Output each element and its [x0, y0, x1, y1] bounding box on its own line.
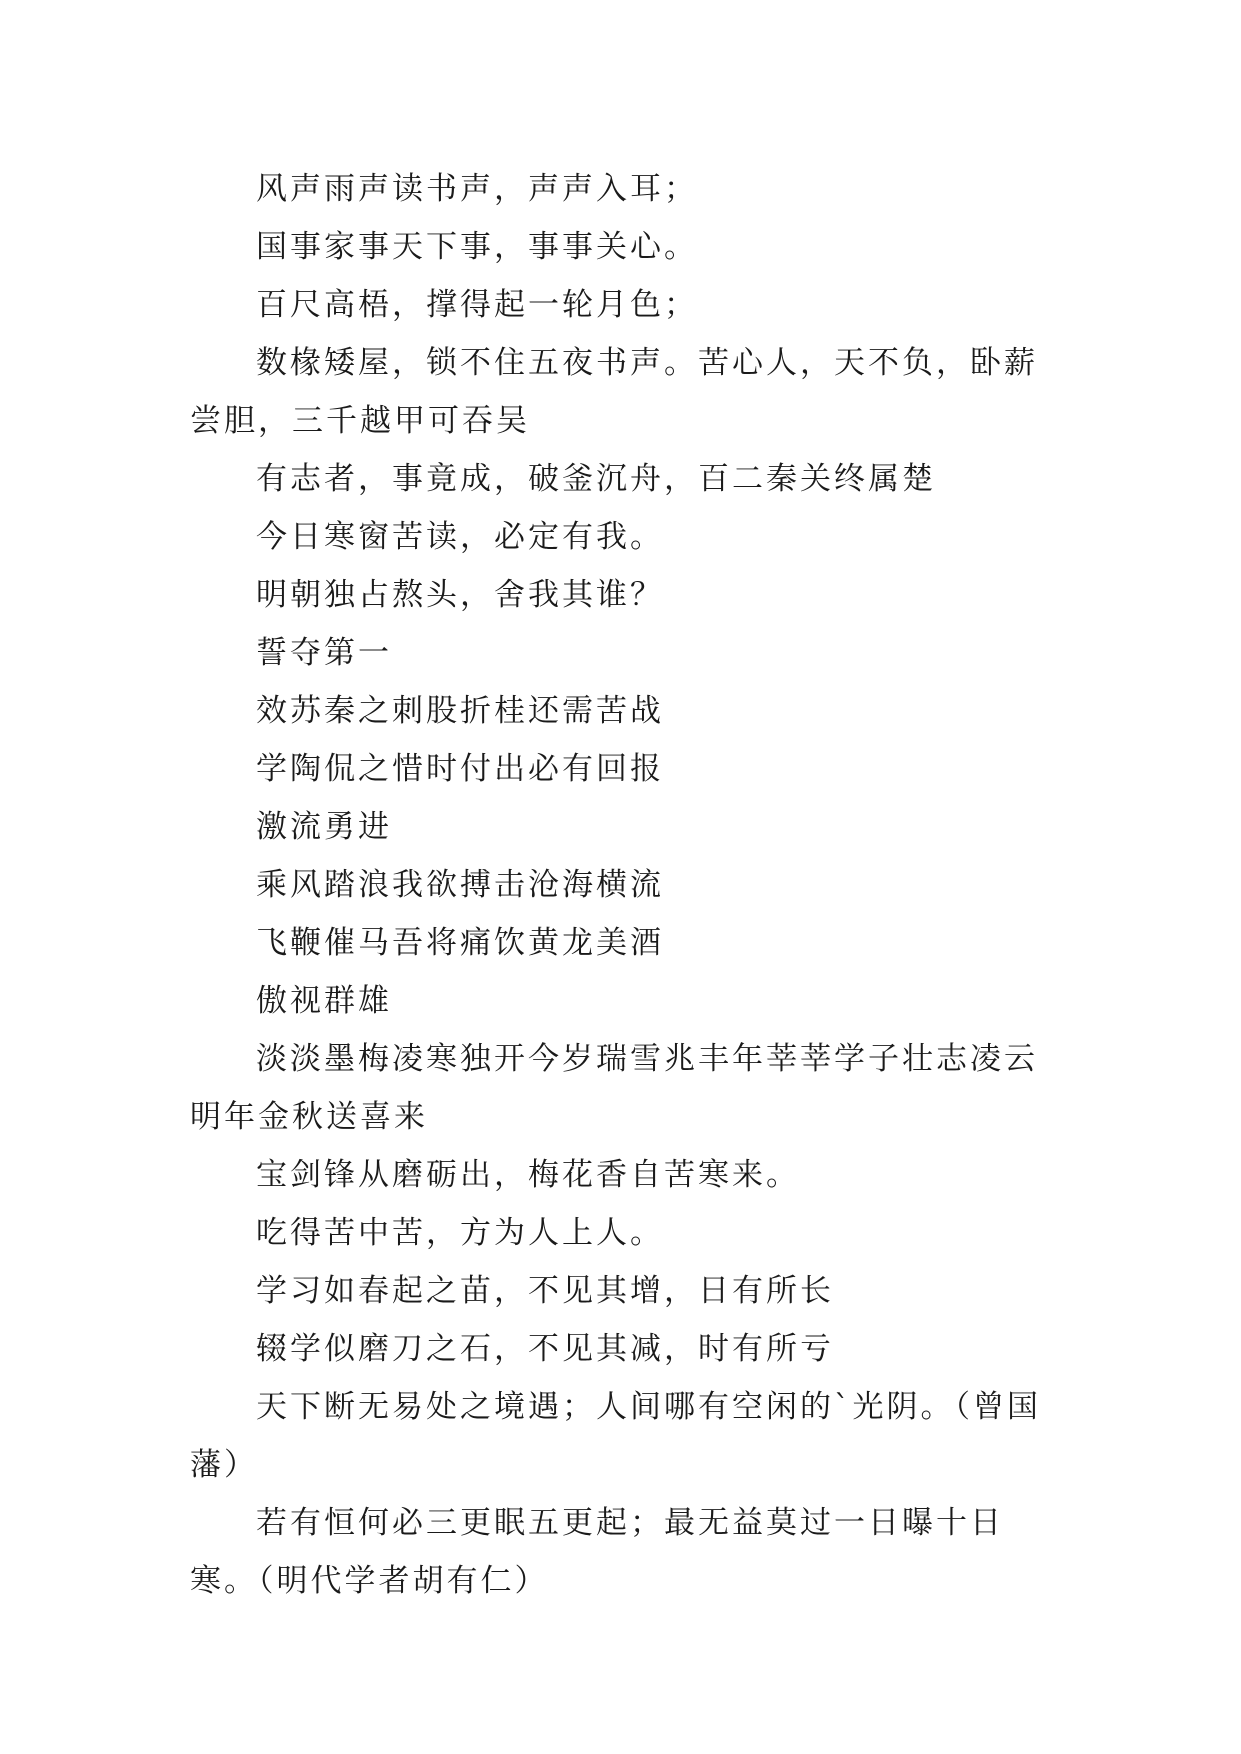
paragraph: 吃得苦中苦，方为人上人。	[256, 1215, 664, 1251]
paragraph: 宝剑锋从磨砺出，梅花香自苦寒来。	[256, 1157, 800, 1193]
paragraph: 国事家事天下事，事事关心。	[256, 229, 698, 265]
paragraph: 数椽矮屋，锁不住五夜书声。苦心人，天不负，卧薪尝胆，三千越甲可吞吴	[190, 345, 1038, 439]
paragraph: 天下断无易处之境遇；人间哪有空闲的`光阴。（曾国藩）	[190, 1389, 1041, 1483]
paragraph: 傲视群雄	[256, 983, 392, 1019]
paragraph: 有志者，事竟成，破釜沉舟，百二秦关终属楚	[256, 461, 936, 497]
paragraph: 明朝独占熬头，舍我其谁？	[256, 577, 664, 613]
paragraph: 风声雨声读书声，声声入耳；	[256, 171, 698, 207]
paragraph: 学习如春起之苗，不见其增，日有所长	[256, 1273, 834, 1309]
paragraph: 乘风踏浪我欲搏击沧海横流	[256, 867, 664, 903]
paragraph: 若有恒何必三更眠五更起；最无益莫过一日曝十日寒。（明代学者胡有仁）	[190, 1505, 1004, 1599]
paragraph: 百尺高梧，撑得起一轮月色；	[256, 287, 698, 323]
paragraph: 飞鞭催马吾将痛饮黄龙美酒	[256, 925, 664, 961]
paragraph: 辍学似磨刀之石，不见其减，时有所亏	[256, 1331, 834, 1367]
paragraph: 誓夺第一	[256, 635, 392, 671]
paragraph: 激流勇进	[256, 809, 392, 845]
document-body	[190, 160, 1070, 1610]
paragraph: 效苏秦之刺股折桂还需苦战	[256, 693, 664, 729]
paragraph: 今日寒窗苦读，必定有我。	[256, 519, 664, 555]
paragraph: 学陶侃之惜时付出必有回报	[256, 751, 664, 787]
paragraph: 淡淡墨梅凌寒独开今岁瑞雪兆丰年莘莘学子壮志凌云明年金秋送喜来	[190, 1041, 1038, 1135]
